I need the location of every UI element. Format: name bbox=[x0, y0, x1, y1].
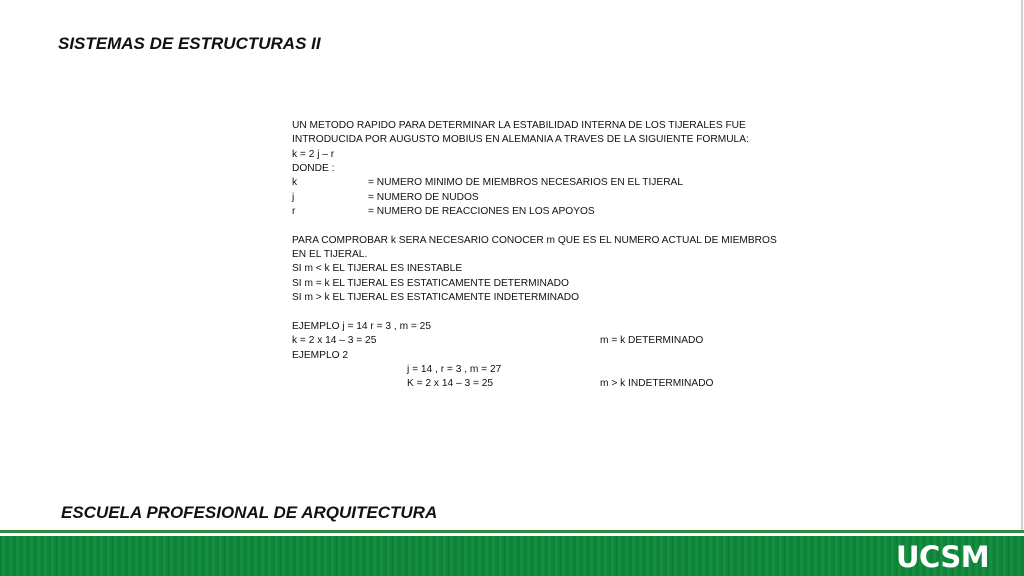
definition-text-k: = NUMERO MINIMO DE MIEMBROS NECESARIOS EN EL TIJERAL bbox=[368, 177, 684, 189]
condition-determined: SI m = k EL TIJERAL ES ESTATICAMENTE DETERMINADO bbox=[292, 277, 569, 289]
example1-result: m = k DETERMINADO bbox=[600, 335, 704, 347]
definition-symbol-r: r bbox=[292, 206, 296, 218]
example1-label: EJEMPLO j = 14 r = 3 , m = 25 bbox=[292, 320, 432, 332]
condition-unstable: SI m < k EL TIJERAL ES INESTABLE bbox=[292, 263, 463, 275]
page-edge-rule bbox=[1021, 0, 1023, 540]
definition-text-r: = NUMERO DE REACCIONES EN LOS APOYOS bbox=[368, 206, 595, 218]
definition-symbol-j: j bbox=[292, 191, 295, 203]
para-line-1: PARA COMPROBAR k SERA NECESARIO CONOCER m QUE ES EL NUMERO ACTUAL DE MIEMBROS bbox=[292, 234, 777, 246]
para-line-2: EN EL TIJERAL. bbox=[292, 249, 368, 261]
ucsm-logo: UCSM bbox=[896, 540, 990, 574]
donde-label: DONDE : bbox=[292, 163, 335, 175]
example1-calc: k = 2 x 14 – 3 = 25 bbox=[292, 335, 377, 347]
definition-symbol-k: k bbox=[292, 177, 298, 189]
example2-label: EJEMPLO 2 bbox=[292, 349, 349, 361]
page-title: SISTEMAS DE ESTRUCTURAS II bbox=[58, 34, 321, 53]
definition-text-j: = NUMERO DE NUDOS bbox=[368, 191, 479, 203]
intro-line-1: UN METODO RAPIDO PARA DETERMINAR LA ESTABILIDAD INTERNA DE LOS TIJERALES FUE bbox=[292, 120, 746, 131]
condition-indeterminate: SI m > k EL TIJERAL ES ESTATICAMENTE INDETERMINADO bbox=[292, 292, 580, 304]
intro-line-2: INTRODUCIDA POR AUGUSTO MOBIUS EN ALEMANIA A TRAVES DE LA SIGUIENTE FORMULA: bbox=[292, 134, 749, 146]
example2-calc: K = 2 x 14 – 3 = 25 bbox=[407, 378, 494, 390]
example2-values: j = 14 , r = 3 , m = 27 bbox=[407, 363, 502, 375]
school-name: ESCUELA PROFESIONAL DE ARQUITECTURA bbox=[61, 503, 438, 522]
formula: k = 2 j – r bbox=[292, 148, 335, 160]
example2-result: m > k INDETERMINADO bbox=[600, 378, 714, 390]
footer-band bbox=[0, 536, 1024, 576]
content-block bbox=[292, 119, 777, 392]
